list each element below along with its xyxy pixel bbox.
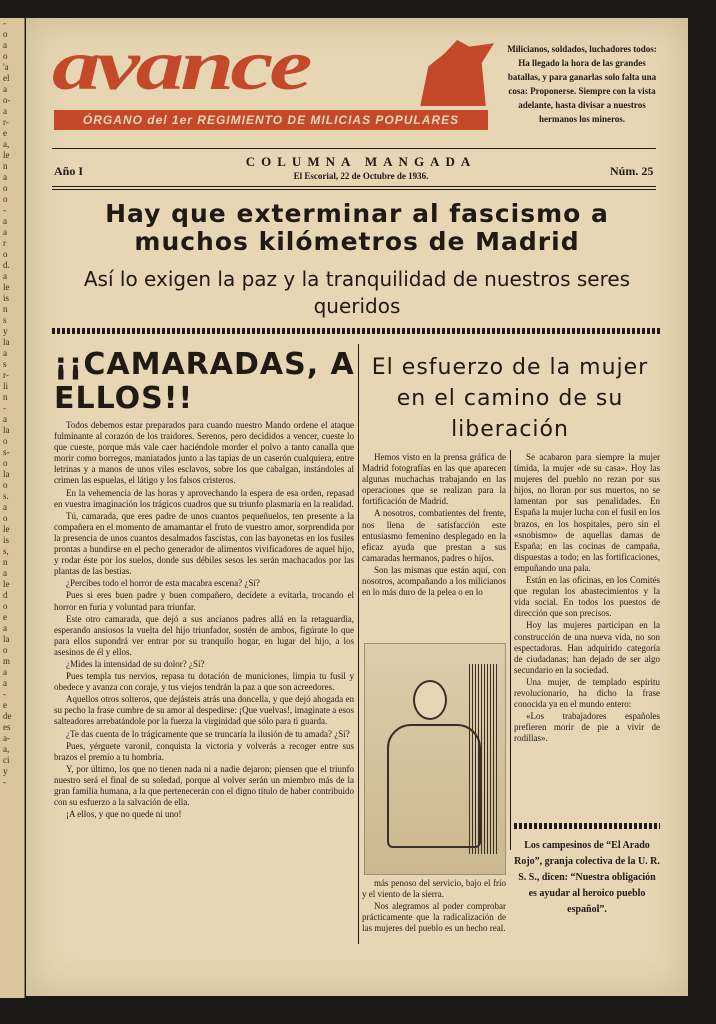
article1-paragraph: En la vehemencia de las horas y aprovechando la espera de esa orden, repasad en vuestra imaginación los trágicos cuadros que su triunfo plasmaría en la realidad. <box>54 487 354 509</box>
article2-paragraph: «Los trabajadores españoles prefieren morir de pie a vivir de rodillas». <box>514 711 660 744</box>
masthead-motto: Milicianos, soldados, luchadores todos: Ha llegado la hora de las grandes batallas, y para ganarlas solo falta una cosa: Proponerse. Siempre con la vista adelante, hasta divisar a nuestros hermanos los mineros. <box>507 44 657 124</box>
star-divider <box>514 823 660 829</box>
spine-fragment: la <box>3 425 10 435</box>
article1-paragraph: Pues si eres buen padre y buen compañero, decídete a evitarla, trocando el horror en furia y voluntad para triunfar. <box>54 590 354 612</box>
logo-wordmark: avance <box>52 25 309 105</box>
article2-column1-bottom <box>362 878 506 948</box>
spine-fragment: o <box>3 183 8 193</box>
spine-fragment: a <box>3 667 7 677</box>
spine-fragment: o <box>3 29 8 39</box>
article1-paragraph: Pues, yérguete varonil, conquista la victoria y volverás a recoger entre sus brazos el premio a tu hombría. <box>54 740 354 762</box>
spine-fragment: a <box>3 271 7 281</box>
spine-fragment: r- <box>3 117 9 127</box>
spine-fragment: is <box>3 535 10 545</box>
article2-paragraph: Hemos visto en la prensa gráfica de Madrid fotografías en las que aparecen algunas muchachas trabajando en las operaciones que se realizan para la fortificación de Madrid. <box>362 452 506 507</box>
divider <box>52 148 656 149</box>
spine-fragment: o <box>3 436 8 446</box>
article1-title: ¡¡CAMARADAS, A ELLOS!! <box>54 347 355 416</box>
spine-fragment: la <box>3 469 10 479</box>
spine-fragment: o <box>3 513 8 523</box>
spine-fragment: s. <box>3 491 9 501</box>
column-rule <box>358 344 359 944</box>
illustration-head <box>413 680 447 720</box>
article1-paragraph: ¿Percibes todo el horror de esta macabra escena? ¿Sí? <box>66 578 260 589</box>
spine-fragment: a <box>3 678 7 688</box>
star-divider <box>52 328 662 334</box>
article2-column1 <box>362 452 506 638</box>
article2-paragraph: Son las mismas que están aquí, con nosotros, acompañando a los milicianos en lo más duro de la pelea o en lo <box>362 564 506 598</box>
spine-fragment: a <box>3 623 7 633</box>
article1-paragraph: ¿Te das cuenta de lo trágicamente que se truncaría la ilusión de tu amada? ¿Sí? <box>66 728 350 739</box>
spine-fragment: - <box>3 205 6 215</box>
spine-fragment: is <box>3 293 10 303</box>
masthead-logo <box>52 25 492 132</box>
spine-fragment: le <box>3 282 10 292</box>
spine-fragment: o <box>3 51 8 61</box>
spine-fragment: 'a <box>3 62 9 72</box>
spine-fragment: a <box>3 348 7 358</box>
article1-paragraph: Pues templa tus nervios, repasa tu dotación de municiones, limpia tu fusil y obedece y avanza con coraje, y tus viejos tendrán la paz a que son acreedores. <box>54 671 354 693</box>
spine-fragment: a <box>3 40 7 50</box>
spine-fragment: d. <box>3 260 10 270</box>
article2-title: El esfuerzo de la mujer en el camino de su liberación <box>371 355 649 442</box>
article2-column2 <box>514 452 660 812</box>
issue-number: Núm. 25 <box>610 164 654 178</box>
spine-fragment: m <box>3 656 11 666</box>
spine-fragment: a <box>3 502 7 512</box>
spine-fragment: r <box>3 238 6 248</box>
spine-fragment: a <box>3 172 7 182</box>
spine-fragment: li <box>3 381 9 391</box>
spine-fragment: r- <box>3 370 9 380</box>
spine-fragment: ci <box>3 755 10 765</box>
sidebar-note: Los campesinos de “El Arado Rojo”, granja colectiva de la U. R. S. S., dicen: “Nuestra obligación es ayudar al heroico pueblo español”. <box>514 840 660 915</box>
spine-fragment: - <box>3 777 6 787</box>
spine-fragment: - <box>3 403 6 413</box>
article2-paragraph: Se acabaron para siempre la mujer tímida, la mujer «de su casa». Hoy las mujeres del pueblo no rezan por sus hijos, no lloran por sus muertos, no se lamentan por sus penalidades. En España la mujer lucha con el fusil en los brazos, en los hospitales, pero sin el «snobismo» de aquellas damas de España; en las cocinas de campaña, dispuestas a todo; en las fortificaciones, empuñando una pala. <box>514 452 660 573</box>
spine-fragment: la <box>3 337 10 347</box>
spine-fragment: - <box>3 18 6 28</box>
spine-fragment: o <box>3 601 8 611</box>
article2-paragraph: más penoso del servicio, bajo el frío y el viento de la sierra. <box>362 878 506 900</box>
spine-fragment: s <box>3 359 7 369</box>
spine-fragment: e <box>3 128 7 138</box>
article1-body <box>54 420 354 950</box>
spine-fragment: n <box>3 557 8 567</box>
spine-fragment: s- <box>3 447 10 457</box>
article1-paragraph: Este otro camarada, que dejó a sus ancianos padres allá en la retaguardia, esperando ansiosos la vuelta del hijo triunfador, sostén de ambos, figúrate lo que para ellos supondrá ver entrar por su tranquilo hogar, en lugar del hijo, a los asesinos de él y ellos. <box>54 613 354 657</box>
spine-fragment: a- <box>3 733 10 743</box>
spine-fragment: d <box>3 590 8 600</box>
article2-paragraph: A nosotros, combatientes del frente, nos llena de satisfacción este entusiasmo femenino desplegado en la eficaz ayuda que prestan a sus camaradas hermanos, padres o hijos. <box>362 508 506 563</box>
masthead-subtitle: ÓRGANO del 1er REGIMIENTO DE MILICIAS POPULARES <box>54 110 488 130</box>
adjacent-page-edge <box>0 18 25 998</box>
spine-fragment: a <box>3 414 7 424</box>
spine-fragment: a <box>3 216 7 226</box>
spine-fragment: o- <box>3 95 11 105</box>
spine-fragment: n <box>3 304 8 314</box>
spine-fragment: o <box>3 645 8 655</box>
spine-fragment: le <box>3 579 10 589</box>
article1-paragraph: ¡A ellos, y que no quede ni uno! <box>66 809 182 820</box>
article2-paragraph: Una mujer, de templado espíritu revolucionario, ha dicho la frase conocida ya en el mundo entero: <box>514 676 660 710</box>
spine-fragment: a <box>3 568 7 578</box>
article1-paragraph: Aquellos otros solteros, que dejásteis atrás una doncella, y que dejó ahogada en su pecho la frase cumbre de su amor al despedirse: ¡Que vuelvas!, imaginate a esos salteadores arrebatándole por la fuerza la virginidad que sólo para ti guarda. <box>54 694 354 727</box>
spine-fragment: y <box>3 326 8 336</box>
spine-fragment: o <box>3 249 8 259</box>
spine-fragment: el <box>3 73 10 83</box>
issue-date: El Escorial, 22 de Octubre de 1936. <box>293 171 429 181</box>
divider <box>52 186 656 187</box>
sub-headline: Así lo exigen la paz y la tranquilidad de nuestros seres queridos <box>83 267 631 318</box>
column-rule <box>510 450 511 850</box>
article1-paragraph: Tú, camarada, que eres padre de unos cuantos pequeñuelos, ten presente a la compañera en el momento de amamantar el fruto de vuestro amor, sorprendida por la presencia de unos cuantos desalmados fascistas, con las bayonetas en los fusiles prontas a hundirse en el pecho generador de alimentos vivificadores de aquel hijo, y rodar éste por los suelos, donde sus débiles sesos les serán machacados por las plantas de las bestias. <box>54 510 354 577</box>
spine-fragment: a <box>3 106 7 116</box>
woman-illustration <box>364 643 506 875</box>
militia-figure-icon <box>412 40 494 106</box>
spine-fragment: y <box>3 766 8 776</box>
spine-fragment: e <box>3 700 7 710</box>
issue-year: Año I <box>54 164 84 178</box>
divider <box>52 189 656 190</box>
article2-paragraph: Hoy las mujeres participan en la construcción de una nueva vida, no son espectadoras. Han adquirido categoría de ciudadanas; han dejado de ser algo secundario en la sociedad. <box>514 620 660 675</box>
spine-fragment: le <box>3 150 10 160</box>
article1-paragraph: Todos debemos estar preparados para cuando nuestro Mando ordene el ataque fulminante al corazón de los traidores. Serenos, pero decididos a vencer, cueste lo que cueste, porque más vale caer haciéndole morder el polvo a tanto canalla que morir como borregos, maniatados junto a las tapias de un caserón cualquiera, entre letrinas y a manos de unos viles esclavos, sobre los que cabalgan, instándoles al crimen las espuelas, el látigo y los falsos cristeros. <box>54 420 354 486</box>
spine-fragment: a <box>3 84 7 94</box>
spine-fragment: a, <box>3 744 10 754</box>
article1-paragraph: ¿Mides la intensidad de su dolor? ¿Sí? <box>66 658 205 669</box>
spine-fragment: es <box>3 722 11 732</box>
spine-fragment: s, <box>3 546 9 556</box>
illustration-body <box>387 724 481 848</box>
spine-fragment: la <box>3 634 10 644</box>
spine-fragment: - <box>3 689 6 699</box>
article2-paragraph: Están en las oficinas, en los Comités que regulan los abastecimientos y la vida social. En todos los puestos de dirección que son precisos. <box>514 575 660 619</box>
spine-fragment: n <box>3 392 8 402</box>
spine-fragment: e <box>3 612 7 622</box>
spine-fragment: s <box>3 315 7 325</box>
spine-fragment: le <box>3 524 10 534</box>
main-headline: Hay que exterminar al fascismo a muchos kilómetros de Madrid <box>105 199 609 256</box>
spine-fragment: n <box>3 161 8 171</box>
spine-fragment: de <box>3 711 12 721</box>
spine-fragment: a <box>3 227 7 237</box>
newspaper-page <box>26 18 688 996</box>
spine-fragment: a, <box>3 139 10 149</box>
spine-fragment: o <box>3 480 8 490</box>
spine-fragment: o <box>3 458 8 468</box>
article2-paragraph: Nos alegramos al poder comprobar prácticamente que la radicalización de las mujeres del pueblo es un hecho real. <box>362 901 506 934</box>
spine-fragment: o <box>3 194 8 204</box>
article1-paragraph: Y, por último, los que no tienen nada ni a nadie dejaron; piensen que el triunfo nuestro será el final de su soledad, porque al volver serán un miembro más de la gran familia humana, a la que pertenecerán con el digno título de haber contribuido con su esfuerzo a la salvación de ella. <box>54 763 354 808</box>
column-name: COLUMNA MANGADA <box>245 154 477 169</box>
